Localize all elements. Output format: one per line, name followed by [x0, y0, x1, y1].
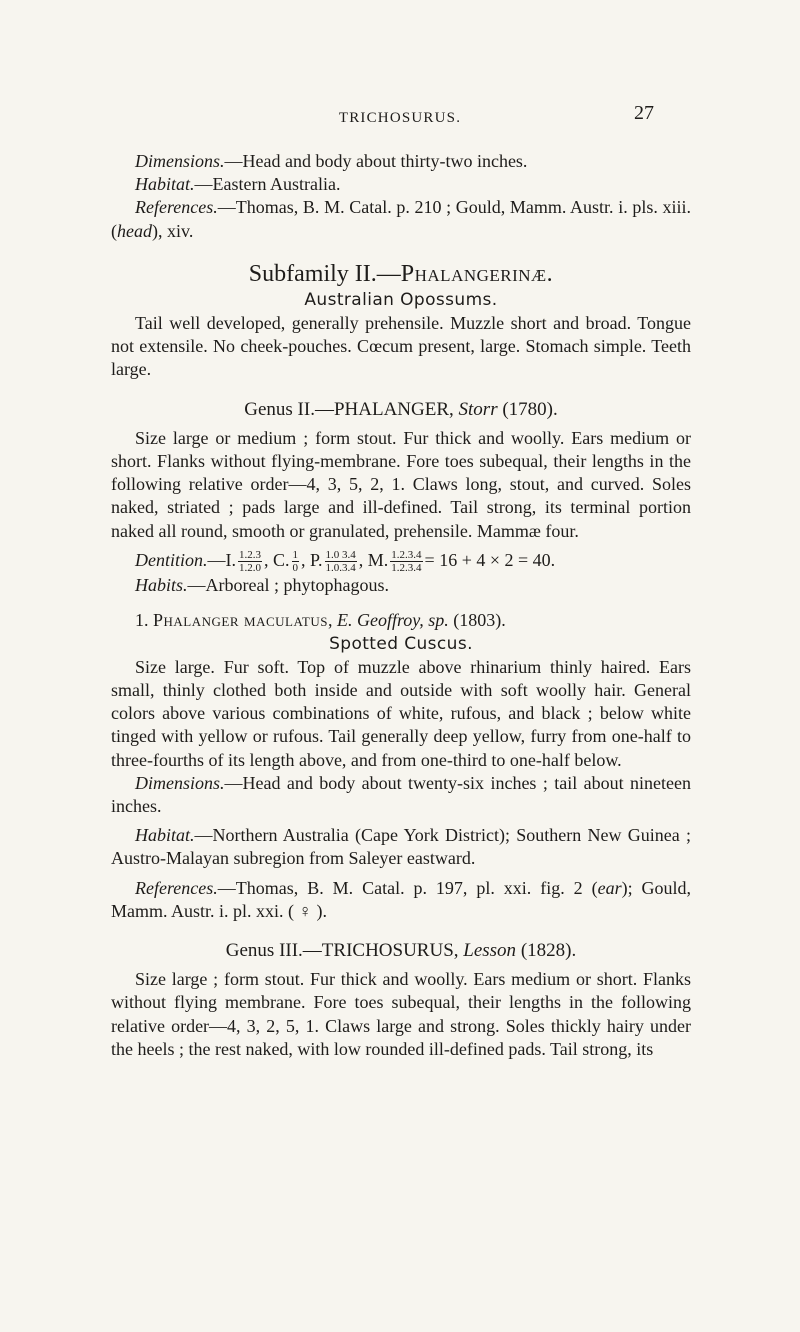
genus-phalanger-author: Storr [458, 398, 498, 420]
genus-trichosurus-author: Lesson [463, 940, 517, 962]
molar-lower: 1.2.3.4 [391, 562, 422, 575]
incisor-fraction [238, 549, 262, 574]
dentition-label: Dentition. [135, 549, 208, 570]
running-head: TRICHOSURUS. [338, 110, 462, 126]
page-body [111, 150, 691, 1061]
species-number: 1. [135, 610, 149, 631]
species-references [111, 877, 691, 923]
species-name: Phalanger maculatus [153, 610, 328, 631]
canine-lower: 0 [292, 562, 299, 575]
species-references-label: References. [135, 877, 218, 898]
molar-upper: 1.2.3.4 [391, 549, 422, 562]
subfamily-name: Phalangerinæ. [400, 260, 554, 287]
subfamily-title: Subfamily II.— [248, 260, 401, 287]
species-habitat-text: —Northern Australia (Cape York District); Southern New Guinea ; Austro-Malayan subregion from Saleyer eastward. [111, 825, 691, 869]
dimensions-label: Dimensions. [135, 151, 225, 171]
species-references-text-end: ); Gould, Mamm. Austr. i. pl. xxi. ( ♀ ). [111, 877, 692, 921]
genus-trichosurus-year: (1828). [516, 940, 577, 962]
genus-phalanger-habits [111, 574, 691, 597]
references-italic: head [117, 220, 152, 241]
canine-fraction [292, 549, 300, 574]
species-year: (1803). [448, 610, 506, 631]
species-description: Size large. Fur soft. Top of muzzle above rhinarium thinly haired. Ears small, thinly clothed both inside and outside with soft woolly hair. General colors above various combinations of white, rufous, and black ; below white tinged with yellow or rufous. Tail generally deep yellow, furry from one-half to three-fourths of its length above, and from one-third to one-half below. [111, 656, 691, 770]
species-dimensions-label: Dimensions. [135, 772, 225, 793]
intro-habitat [111, 173, 691, 196]
dentition-total: = 16 + 4 × 2 = 40. [424, 549, 556, 570]
genus-trichosurus-heading [111, 939, 691, 962]
intro-references [111, 196, 691, 242]
references-label: References. [135, 197, 218, 218]
dimensions-text: —Head and body about thirty-two inches. [224, 151, 528, 171]
genus-phalanger-year: (1780). [497, 398, 558, 420]
genus-trichosurus-title: Genus III.—TRICHOSURUS, [225, 940, 464, 962]
habitat-text: —Eastern Australia. [194, 174, 341, 195]
intro-dimensions [111, 150, 691, 173]
species-heading: 1. Phalanger maculatus, E. Geoffroy, sp. (1803). [135, 610, 506, 631]
genus-trichosurus-description: Size large ; form stout. Fur thick and woolly. Ears medium or short. Flanks without flying membrane. Fore toes subequal, their lengths in the following relative order—4, 3, 2, 5, 1. Claws large and strong. Soles thickly hairy under the heels ; the rest naked, with low rounded ill-defined pads. Tail strong, its [111, 969, 691, 1059]
premolar-lower: 1.0.3.4 [325, 562, 356, 575]
canine-upper: 1 [292, 549, 299, 562]
canine-prefix: , C. [264, 549, 290, 570]
genus-phalanger-description: Size large or medium ; form stout. Fur thick and woolly. Ears medium or short. Flanks without flying-membrane. Fore toes subequal, their lengths in the following relative order—4, 3, 5, 2, 1. Claws long, stout, and curved. Soles naked, striated ; pads large and ill-defined. Tail strong, its terminal portion naked all round, smooth or granulated, prehensile. Mammæ four. [111, 427, 691, 541]
molar-fraction [390, 549, 422, 574]
subfamily-subtitle: Australian Opossums. [304, 289, 498, 310]
incisor-upper: 1.2.3 [239, 549, 261, 562]
habitat-label: Habitat. [135, 174, 195, 195]
species-common-name: Spotted Cuscus. [329, 633, 473, 654]
premolar-prefix: , P. [301, 549, 323, 570]
dental-formula [111, 549, 691, 574]
species-dimensions [111, 772, 691, 818]
incisor-prefix: —I. [207, 549, 236, 570]
species-habitat [111, 824, 691, 870]
page-header [0, 102, 800, 134]
page-number: 27 [634, 102, 654, 124]
subfamily-description: Tail well developed, generally prehensile. Muzzle short and broad. Tongue not extensile. No cheek-pouches. Cœcum present, large. Stomach simple. Teeth large. [111, 313, 691, 380]
genus-phalanger-heading [111, 398, 691, 421]
species-habitat-label: Habitat. [135, 825, 195, 846]
genus-phalanger-title: Genus II.—PHALANGER, [244, 398, 459, 420]
habits-text: —Arboreal ; phytophagous. [187, 575, 389, 596]
species-references-text: —Thomas, B. M. Catal. p. 197, pl. xxi. fig. 2 ( [217, 877, 598, 898]
incisor-lower: 1.2.0 [239, 562, 261, 575]
references-text-end: ), xiv. [152, 220, 194, 241]
premolar-upper: 1.0 3.4 [325, 549, 356, 562]
subfamily-heading [111, 259, 691, 289]
premolar-fraction [325, 549, 357, 574]
molar-prefix: , M. [358, 549, 389, 570]
species-authority: E. Geoffroy, sp. [336, 610, 449, 631]
habits-label: Habits. [135, 575, 188, 596]
species-dimensions-text: —Head and body about twenty-six inches ; tail about nineteen inches. [111, 772, 691, 817]
references-text: —Thomas, B. M. Catal. p. 210 ; Gould, Mamm. Austr. i. pls. xiii. ( [111, 197, 691, 241]
species-references-italic: ear [597, 877, 622, 898]
